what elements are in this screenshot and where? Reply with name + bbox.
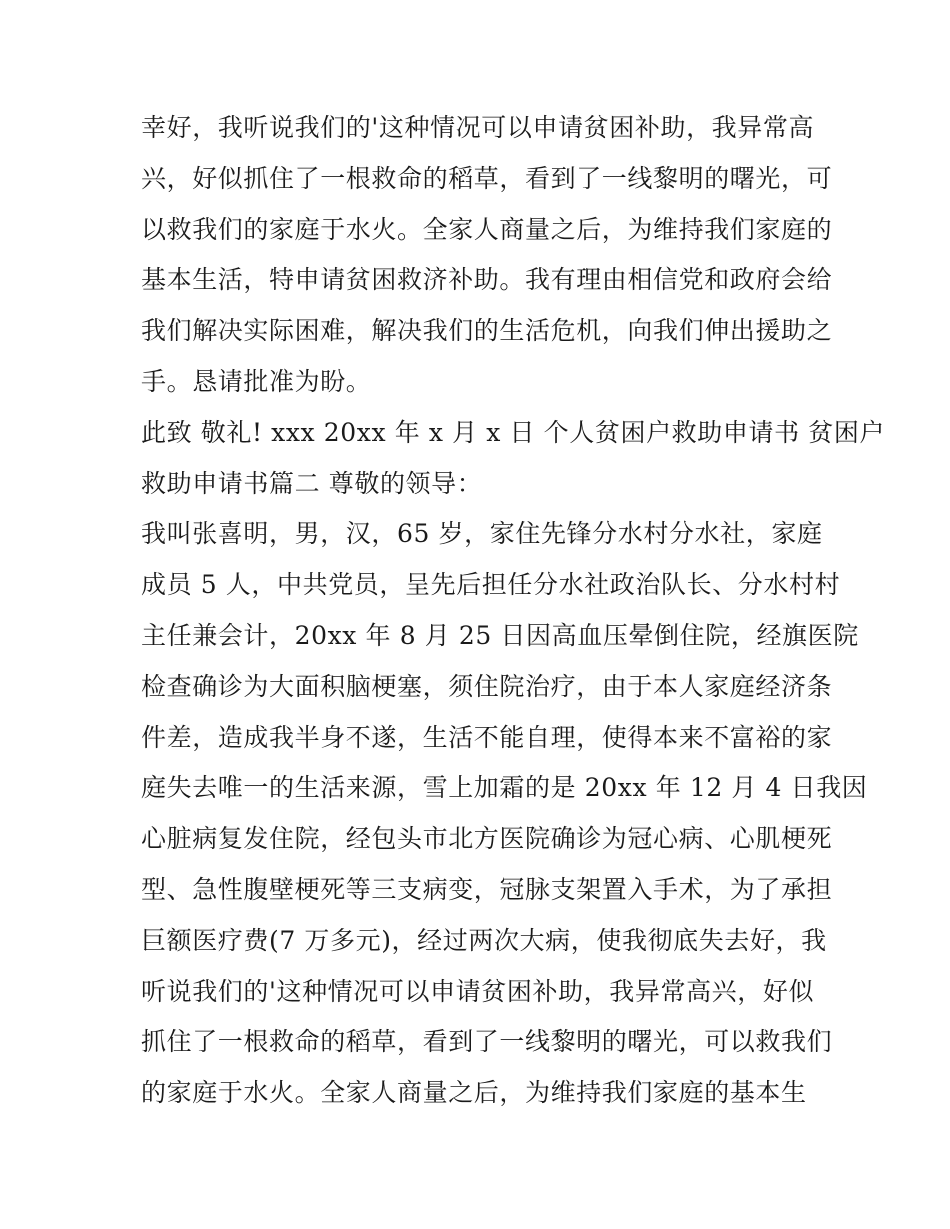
- text-line: 的家庭于水火。全家人商量之后，为维持我们家庭的基本生: [141, 1078, 807, 1108]
- text-line: 我叫张喜明，男，汉，65 岁，家住先锋分水村分水社，家庭: [141, 519, 823, 549]
- text-line: 巨额医疗费(7 万多元)，经过两次大病，使我彻底失去好，我: [141, 925, 827, 955]
- text-line: 救助申请书篇二 尊敬的领导：: [141, 468, 483, 498]
- text-line: 手。恳请批准为盼。: [141, 366, 372, 396]
- text-line: 件差，造成我半身不遂，生活不能自理，使得本来不富裕的家: [141, 722, 833, 752]
- text-line: 型、急性腹壁梗死等三支病变，冠脉支架置入手术，为了承担: [141, 874, 833, 904]
- text-line: 检查确诊为大面积脑梗塞，须住院治疗，由于本人家庭经济条: [141, 671, 833, 701]
- document-body: [141, 103, 886, 1119]
- text-line: 成员 5 人，中共党员，呈先后担任分水社政治队长、分水村村: [141, 570, 841, 600]
- text-line: 听说我们的'这种情况可以申请贫困补助，我异常高兴，好似: [141, 976, 815, 1006]
- text-line: 兴，好似抓住了一根救命的稻草，看到了一线黎明的曙光，可: [141, 163, 833, 193]
- text-line: 基本生活，特申请贫困救济补助。我有理由相信党和政府会给: [141, 265, 833, 295]
- text-line: 主任兼会计，20xx 年 8 月 25 日因高血压晕倒住院，经旗医院: [141, 620, 859, 650]
- text-line: 庭失去唯一的生活来源，雪上加霜的是 20xx 年 12 月 4 日我因: [141, 773, 868, 803]
- text-line: 以救我们的家庭于水火。全家人商量之后，为维持我们家庭的: [141, 214, 833, 244]
- text-line: 我们解决实际困难，解决我们的生活危机，向我们伸出援助之: [141, 316, 833, 346]
- text-line: 抓住了一根救命的稻草，看到了一线黎明的曙光，可以救我们: [141, 1027, 833, 1057]
- text-line: 幸好，我听说我们的'这种情况可以申请贫困补助，我异常高: [141, 113, 815, 142]
- text-line: 此致 敬礼! xxx 20xx 年 x 月 x 日 个人贫困户救助申请书 贫困户: [141, 417, 886, 447]
- text-line: 心脏病复发住院，经包头市北方医院确诊为冠心病、心肌梗死: [141, 824, 833, 854]
